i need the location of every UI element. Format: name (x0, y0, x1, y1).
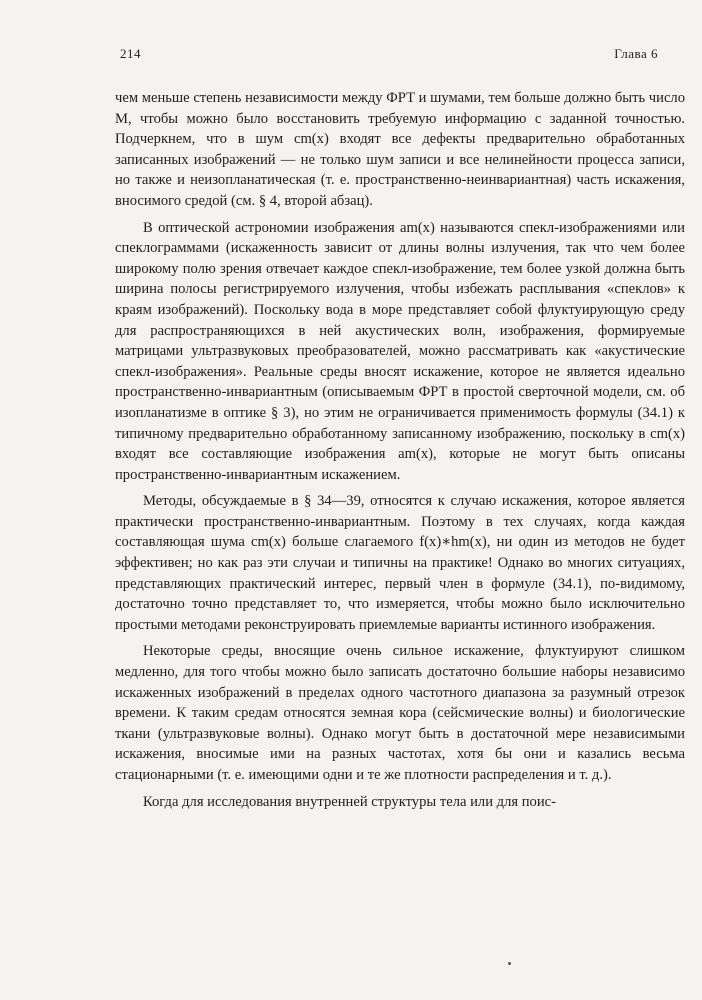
paragraph-1: чем меньше степень независимости между ФРТ и шумами, тем больше должно быть число M, чтобы можно было восстановить требуемую информацию с заданной точностью. Подчеркнем, что в шум cm(x) входят все дефекты предварительно обработанных записанных изображений — не только шум записи и все нелинейности процесса записи, но также и неизопланатическая (т. е. пространственно-неинвариантная) часть искажения, вносимого средой (см. § 4, второй абзац). (115, 90, 685, 209)
paragraph-4: Некоторые среды, вносящие очень сильное искажение, флуктуируют слишком медленно, для того чтобы можно было записать достаточно большие наборы независимо искаженных изображений в пределах одного частотного диапазона за разумный отрезок времени. К таким средам относятся земная кора (сейсмические волны) и биологические ткани (ультразвуковые волны). Однако могут быть в достаточной мере независимыми искажения, вносимые ими на разных частотах, хотя бы они и казались весьма стационарными (т. е. имеющими одни и те же плотности распределения и т. д.). (115, 643, 685, 783)
page-number: 214 (120, 46, 141, 61)
body-text (115, 88, 685, 812)
paragraph-3: Методы, обсуждаемые в § 34—39, относятся к случаю искажения, которое является практически пространственно-инвариантным. Поэтому в тех случаях, когда каждая составляющая шума cm(x) больше слагаемого f(x)∗hm(x), ни один из методов не будет эффективен; но как раз эти случаи и типичны на практике! Однако во многих ситуациях, представляющих практический интерес, первый член в формуле (34.1), по-видимому, достаточно точно представляет то, что измеряется, чтобы можно было исключительно простыми методами реконструировать приемлемые варианты истинного изображения. (115, 493, 685, 633)
paragraph-5: Когда для исследования внутренней структуры тела или для поис- (143, 793, 556, 810)
page-header (120, 46, 658, 68)
paragraph-2: В оптической астрономии изображения am(x) называются спекл-изображениями или спеклограммами (искаженность зависит от длины волны излучения, так что чем более широкому полю зрения отвечает каждое спекл-изображение, тем более узкой должна быть ширина полосы регистрируемого излучения, чтобы избежать расплывания «спеклов» к краям изображений). Поскольку вода в море представляет собой флуктуирующую среду для распространяющихся в ней акустических волн, изображения, формируемые матрицами ультразвуковых преобразователей, можно рассматривать как «акустические спекл-изображения». Реальные среды вносят искажение, которое не является идеально пространственно-инвариантным (описываемым ФРТ в простой сверточной модели, см. об изопланатизме в оптике § 3), но этим не ограничивается применимость формулы (34.1) к типичному предварительно обработанному записанному изображению, поскольку в cm(x) входят все составляющие изображения am(x), которые не могут быть описаны пространственно-инвариантным искажением. (115, 219, 685, 483)
print-speck (508, 962, 511, 965)
chapter-title: Глава 6 (614, 46, 658, 61)
